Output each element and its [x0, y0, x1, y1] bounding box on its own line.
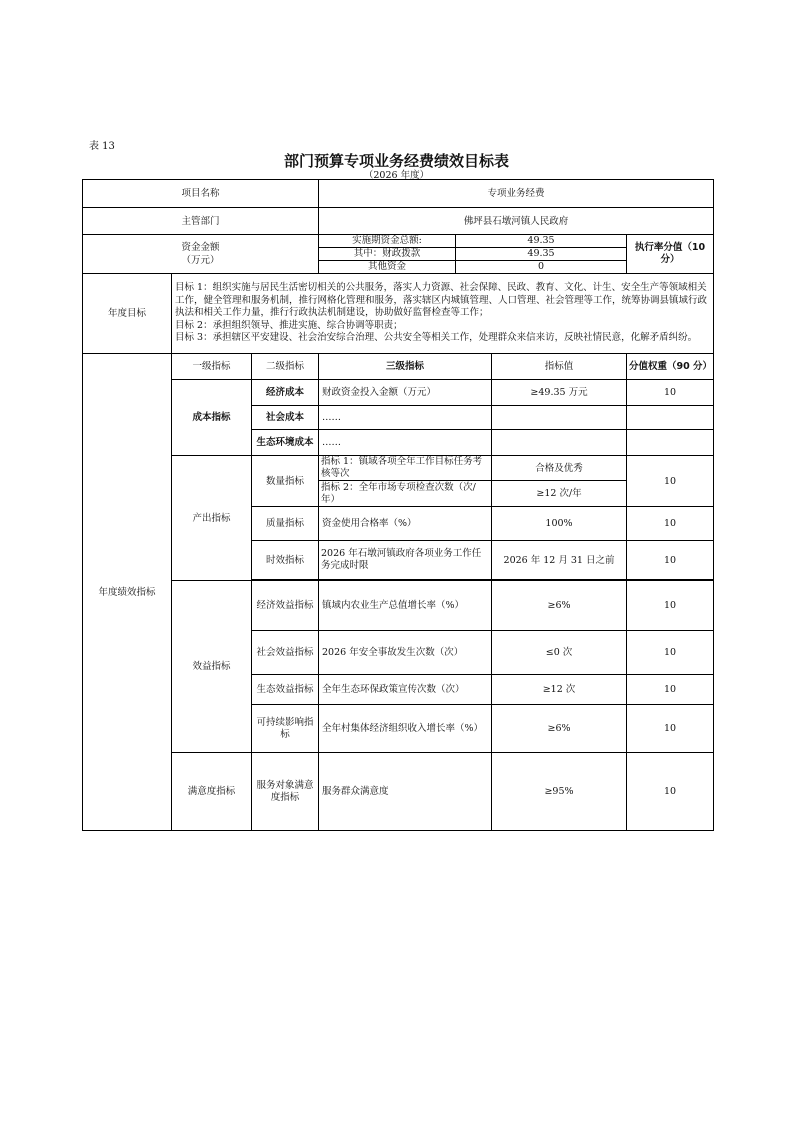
benefit-level3: 镇域内农业生产总值增长率（%）	[319, 581, 492, 631]
project-name-value: 专项业务经费	[319, 180, 714, 208]
fund-label	[83, 235, 319, 274]
goal-1: 目标 1：组织实施与居民生活密切相关的公共服务，落实人力资源、社会保障、民政、教育、文化、计生、安全生产等领域相关工作，健全管理和服务机制，推行网格化管理和服务，落实辖区内城镇管理、人口管理、社会管理等工作，统筹协调县镇域行政执法和相关工作力量，推行行政执法机制建设，协助做好监督检查等工作；	[175, 282, 708, 319]
benefit-level3: 全年村集体经济组织收入增长率（%）	[319, 705, 492, 753]
timeliness-weight: 10	[627, 541, 714, 580]
benefit-weight: 10	[627, 631, 714, 675]
quantity-weight: 10	[627, 456, 714, 507]
quantity-value-b: ≥12 次/年	[492, 481, 627, 507]
fund-other-label: 其他资金	[319, 261, 456, 274]
quantity-level3-a: 指标 1：镇域各项全年工作目标任务考核等次	[319, 456, 492, 481]
department-value: 佛坪县石墩河镇人民政府	[319, 208, 714, 235]
timeliness-level2: 时效指标	[252, 541, 319, 580]
cost-weight	[627, 430, 714, 456]
quality-weight: 10	[627, 507, 714, 541]
benefit-indicator-label: 效益指标	[172, 581, 252, 753]
cost-weight: 10	[627, 380, 714, 406]
cost-value	[492, 406, 627, 430]
satisfaction-indicator-label: 满意度指标	[172, 753, 252, 831]
benefit-value: ≥6%	[492, 581, 627, 631]
annual-indicators-label: 年度绩效指标	[83, 354, 172, 831]
benefit-level3: 全年生态环保政策宣传次数（次）	[319, 675, 492, 705]
quantity-level3-b: 指标 2：全年市场专项检查次数（次/年）	[319, 481, 492, 507]
quantity-value-a: 合格及优秀	[492, 456, 627, 481]
timeliness-level3: 2026 年石墩河镇政府各项业务工作任务完成时限	[319, 541, 492, 580]
row-fund-total	[83, 235, 714, 248]
quality-level3: 资金使用合格率（%）	[319, 507, 492, 541]
fund-total-label: 实施期资金总额:	[319, 235, 456, 248]
annual-goal-text	[172, 274, 714, 354]
row-project-name	[83, 180, 714, 208]
cost-value: ≥49.35 万元	[492, 380, 627, 406]
table-row	[83, 581, 714, 631]
fund-label-line2: （万元）	[181, 255, 220, 266]
department-label: 主管部门	[83, 208, 319, 235]
cost-level2: 社会成本	[252, 406, 319, 430]
benefit-level2: 可持续影响指标	[252, 705, 319, 753]
header-level2: 二级指标	[252, 354, 319, 380]
satisfaction-level2: 服务对象满意度指标	[252, 753, 319, 831]
table-row	[83, 380, 714, 406]
benefit-value: ≤0 次	[492, 631, 627, 675]
benefit-value: ≥6%	[492, 705, 627, 753]
performance-table	[82, 179, 713, 828]
header-weight: 分值权重（90 分）	[627, 354, 714, 380]
output-indicator-label: 产出指标	[172, 456, 252, 581]
benefit-weight: 10	[627, 675, 714, 705]
table-row	[83, 456, 714, 481]
row-annual-goal	[83, 274, 714, 354]
annual-goal-label: 年度目标	[83, 274, 172, 354]
goal-2: 目标 2：承担组织领导、推进实施、综合协调等职责；	[175, 319, 403, 331]
cost-level3: ……	[319, 406, 492, 430]
execution-rate-score: 执行率分值（10 分）	[627, 235, 714, 274]
benefit-level3: 2026 年安全事故发生次数（次）	[319, 631, 492, 675]
satisfaction-value: ≥95%	[492, 753, 627, 831]
table-row	[83, 753, 714, 831]
benefit-weight: 10	[627, 581, 714, 631]
fund-label-line1: 资金金额	[181, 242, 220, 253]
project-name-label: 项目名称	[83, 180, 319, 208]
cost-indicator-label: 成本指标	[172, 380, 252, 456]
fund-fiscal-value: 49.35	[456, 248, 627, 261]
cost-weight	[627, 406, 714, 430]
benefit-level2: 社会效益指标	[252, 631, 319, 675]
cost-value	[492, 430, 627, 456]
header-level1: 一级指标	[172, 354, 252, 380]
header-value: 指标值	[492, 354, 627, 380]
fund-other-value: 0	[456, 261, 627, 274]
cost-level2: 生态环境成本	[252, 430, 319, 456]
cost-level2: 经济成本	[252, 380, 319, 406]
satisfaction-level3: 服务群众满意度	[319, 753, 492, 831]
satisfaction-weight: 10	[627, 753, 714, 831]
benefit-level2: 生态效益指标	[252, 675, 319, 705]
fiscal-year: （2026 年度）	[363, 170, 430, 181]
cost-level3: ……	[319, 430, 492, 456]
header-level3: 三级指标	[319, 354, 492, 380]
row-indicator-header	[83, 354, 714, 380]
timeliness-value: 2026 年 12 月 31 日之前	[492, 541, 627, 580]
benefit-value: ≥12 次	[492, 675, 627, 705]
table-number: 表 13	[89, 141, 115, 152]
goal-3: 目标 3：承担辖区平安建设、社会治安综合治理、公共安全等相关工作，处理群众来信来访，反映社情民意，化解矛盾纠纷。	[175, 332, 698, 344]
row-department	[83, 208, 714, 235]
page-title: 部门预算专项业务经费绩效目标表	[283, 152, 509, 170]
benefit-level2: 经济效益指标	[252, 581, 319, 631]
quality-value: 100%	[492, 507, 627, 541]
quality-level2: 质量指标	[252, 507, 319, 541]
cost-level3: 财政资金投入金额（万元）	[319, 380, 492, 406]
benefit-weight: 10	[627, 705, 714, 753]
fund-total-value: 49.35	[456, 235, 627, 248]
quantity-level2: 数量指标	[252, 456, 319, 507]
fund-fiscal-label: 其中：财政拨款	[319, 248, 456, 261]
